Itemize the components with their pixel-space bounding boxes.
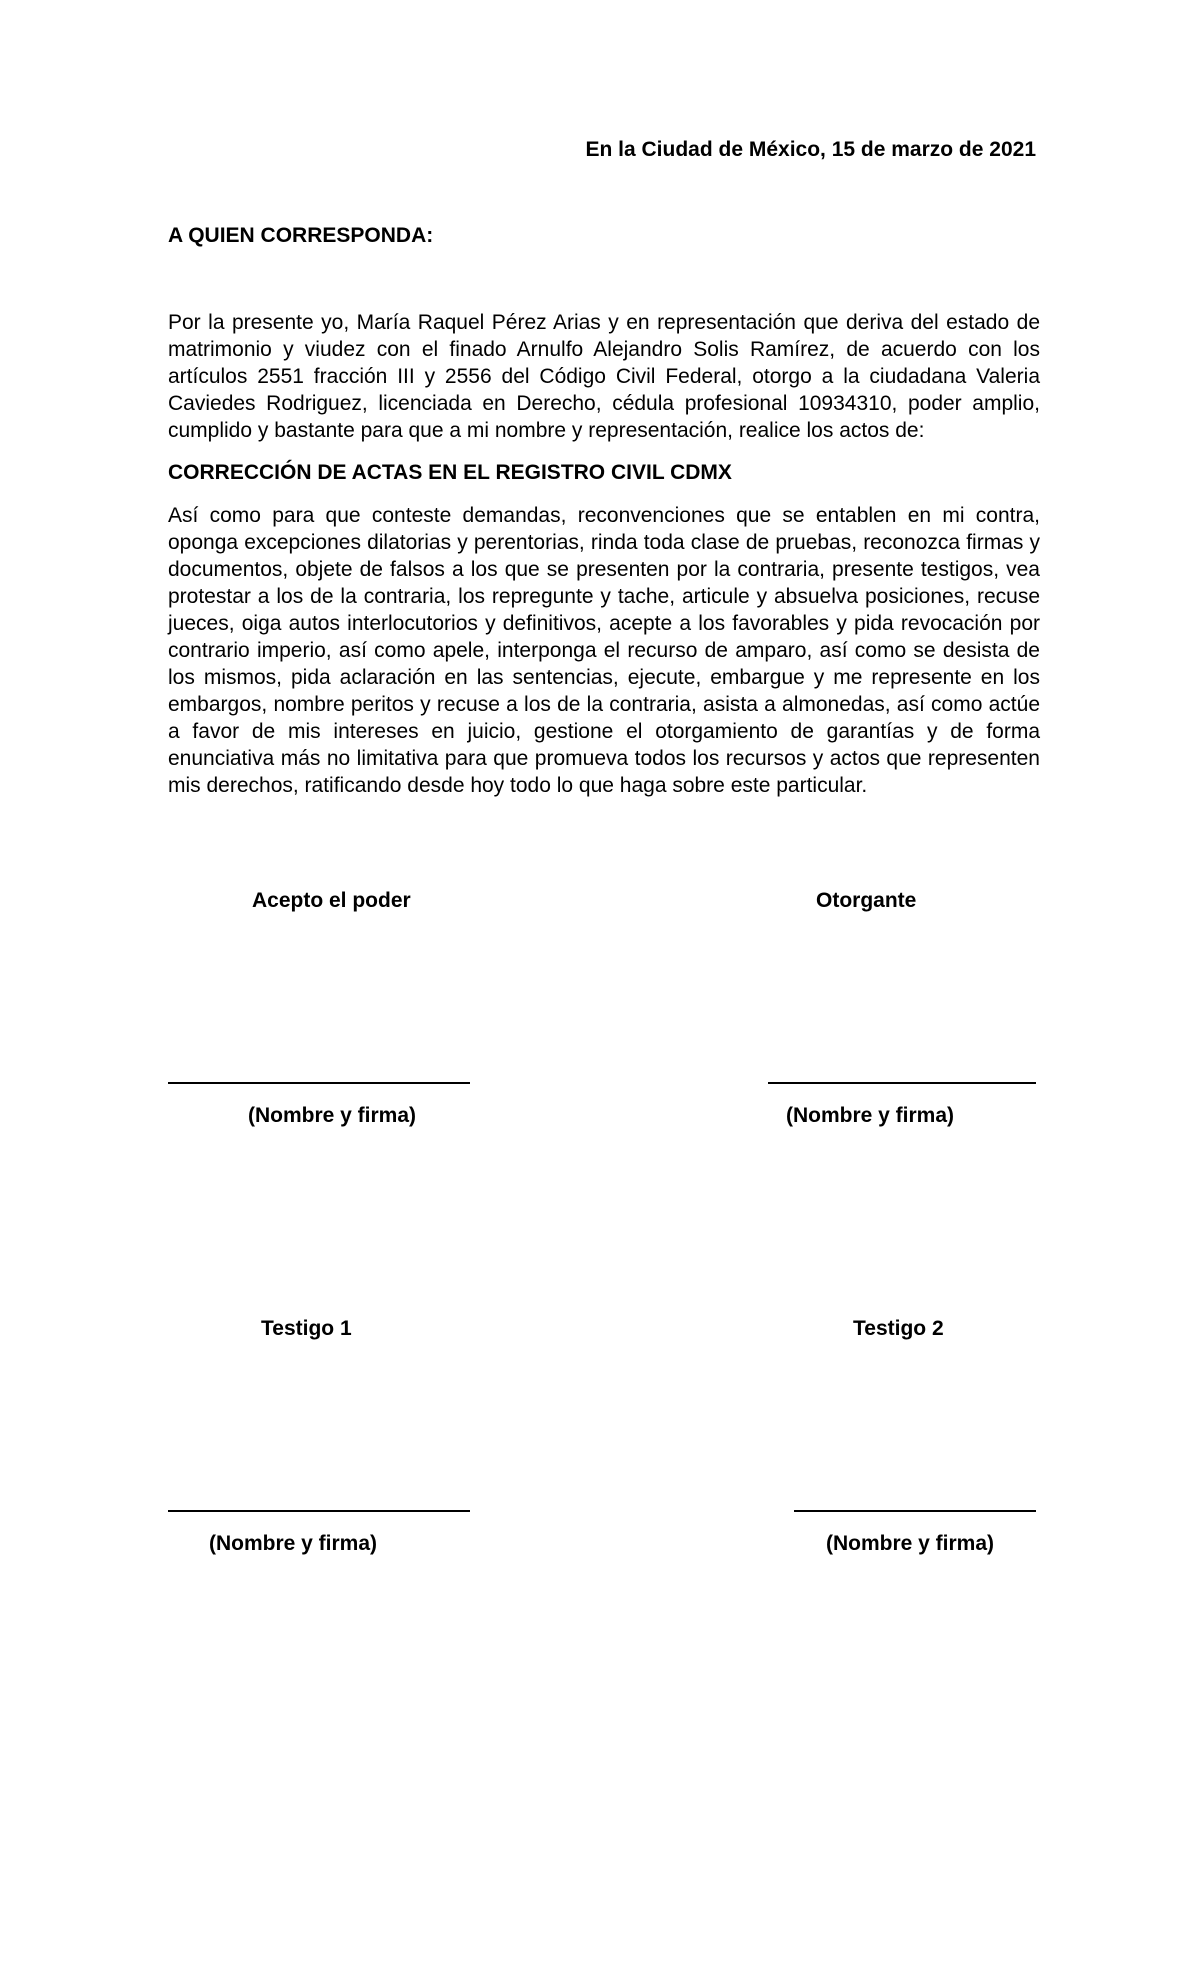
acceptor-name-sign-label: (Nombre y firma)	[248, 1104, 417, 1127]
witness1-signature-line	[168, 1510, 470, 1512]
witness2-title: Testigo 2	[853, 1317, 944, 1340]
acceptor-title: Acepto el poder	[252, 889, 411, 912]
witness2-name-sign-label: (Nombre y firma)	[826, 1532, 995, 1555]
grantor-title: Otorgante	[816, 889, 917, 912]
intro-paragraph: Por la presente yo, María Raquel Pérez Arias y en representación que deriva del estado de matrimonio y viudez con el finado Arnulfo Alejandro Solis Ramírez, de acuerdo con los artículos 2551 fracción III y 2556 del Código Civil Federal, otorgo a la ciudadana Valeria Caviedes Rodriguez, licenciada en Derecho, cédula profesional 10934310, poder amplio, cumplido y bastante para que a mi nombre y representación, realice los actos de:	[168, 311, 1040, 442]
grantor-signature-line	[768, 1082, 1036, 1084]
grantor-name-sign-label: (Nombre y firma)	[786, 1104, 955, 1127]
powers-paragraph: Así como para que conteste demandas, reconvenciones que se entablen en mi contra, oponga excepciones dilatorias y perentorias, rinda toda clase de pruebas, reconozca firmas y documentos, objete de falsos a los que se presenten por la contraria, presente testigos, vea protestar a los de la contraria, los repregunte y tache, articule y absuelva posiciones, recuse jueces, oiga autos interlocutorios y definitivos, acepte a los favorables y pida revocación por contrario imperio, así como apele, interponga el recurso de amparo, así como se desista de los mismos, pida aclaración en las sentencias, ejecute, embargue y me represente en los embargos, nombre peritos y recuse a los de la contraria, asista a almonedas, así como actúe a favor de mis intereses en juicio, gestione el otorgamiento de garantías y de forma enunciativa más no limitativa para que promueva todos los recursos y actos que representen mis derechos, ratificando desde hoy todo lo que haga sobre este particular.	[168, 504, 1040, 797]
salutation: A QUIEN CORRESPONDA:	[168, 224, 434, 247]
acceptor-signature-line	[168, 1082, 470, 1084]
witness1-title: Testigo 1	[261, 1317, 352, 1340]
witness2-signature-line	[794, 1510, 1036, 1512]
subject-heading: CORRECCIÓN DE ACTAS EN EL REGISTRO CIVIL CDMX	[168, 461, 732, 484]
date-line: En la Ciudad de México, 15 de marzo de 2021	[585, 138, 1036, 161]
witness1-name-sign-label: (Nombre y firma)	[209, 1532, 378, 1555]
